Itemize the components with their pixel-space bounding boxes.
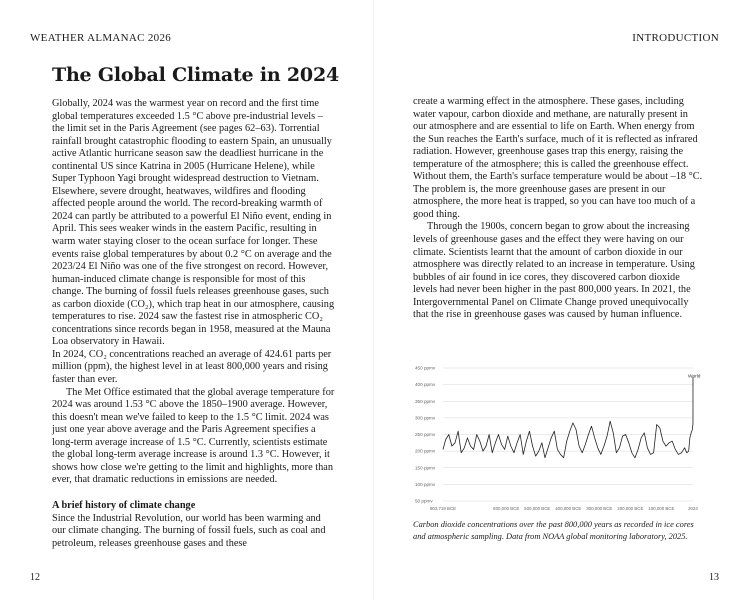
running-head-right: INTRODUCTION bbox=[632, 32, 719, 44]
section-subhead: A brief history of climate change bbox=[52, 499, 196, 511]
page-number-left: 12 bbox=[30, 572, 40, 583]
running-head-left: WEATHER ALMANAC 2026 bbox=[30, 32, 172, 44]
page-title: The Global Climate in 2024 bbox=[52, 64, 339, 86]
y-tick-label: 400 ppmv bbox=[415, 382, 436, 388]
x-tick-label: 200,000 BCE bbox=[617, 506, 644, 511]
left-column bbox=[52, 98, 336, 550]
x-tick-label: 400,000 BCE bbox=[555, 506, 582, 511]
y-tick-label: 50 ppmv bbox=[415, 498, 433, 504]
y-tick-label: 450 ppmv bbox=[415, 365, 436, 371]
figure-caption: Carbon dioxide concentrations over the past 800,000 years as recorded in ice cores and atmospheric sampling. Data from NOAA global monitoring laboratory, 2025. bbox=[413, 520, 694, 541]
x-tick-label: 100,000 BCE bbox=[648, 506, 675, 511]
body-paragraph-2: The Met Office estimated that the global average temperature for 2024 was around 1.53 °C above the 1850–1900 average. However, this doesn't mean we've failed to keep to the 1.5 °C limit. 2024 was just one year above average and the Paris Agreement specifies a long-term average increase of 1.5 °C. Currently, scientists estimate the global long-term average increase is around 1.3 °C. However, it shows how close we're getting to the limit and highlights, more than ever, that dramatic reductions in emissions are needed. bbox=[52, 386, 335, 486]
y-tick-label: 350 ppmv bbox=[415, 398, 436, 404]
page-number-right: 13 bbox=[709, 572, 719, 583]
x-tick-label: 600,000 BCE bbox=[493, 506, 520, 511]
right-column bbox=[413, 96, 703, 322]
x-tick-label: 803,719 BCE bbox=[429, 506, 457, 511]
body-paragraph-4: create a warming effect in the atmosphere. These gases, including water vapour, carbon dioxide and methane, are naturally present in our atmosphere and are essential to life on Earth. When energy from the Sun reaches the Earth's surface, much of it is reflected as infrared radiation. However, greenhouse gases trap this energy, raising the temperature of the atmosphere; this is called the greenhouse effect. Without them, the Earth's surface temperature would be about –18 °C. The problem is, the more greenhouse gases are present in our atmosphere, the more heat is trapped, so you can have too much of a good thing. bbox=[413, 96, 703, 220]
y-tick-label: 100 ppmv bbox=[415, 481, 436, 487]
body-paragraph-3: Since the Industrial Revolution, our world has been warming and our climate changing. The burning of fossil fuels, such as coal and petroleum, releases greenhouse gases and these bbox=[52, 512, 326, 549]
x-tick-label: 300,000 BCE bbox=[586, 506, 613, 511]
body-paragraph-5: Through the 1900s, concern began to grow about the increasing levels of greenhouse gases and the effect they were having on our climate. Scientists learnt that the amount of carbon dioxide in our atmosphere was directly related to an increase in temperature. Using bubbles of air found in ice cores, they discovered carbon dioxide levels had never been higher in the past 800,000 years. In 2021, the Intergovernmental Panel on Climate Change proved unequivocally that the rise in greenhouse gases was caused by human influence. bbox=[413, 221, 695, 321]
y-tick-label: 150 ppmv bbox=[415, 465, 436, 471]
right-page bbox=[374, 0, 747, 600]
x-tick-label: 2024 bbox=[688, 506, 698, 511]
x-tick-label: 500,000 BCE bbox=[524, 506, 551, 511]
y-tick-label: 200 ppmv bbox=[415, 448, 436, 454]
body-paragraph-1: Globally, 2024 was the warmest year on record and the first time global temperatures exceeded 1.5 °C above pre-industrial levels – the limit set in the Paris Agreement (see pages 62–63). Torrential rainfall brought catastrophic flooding to eastern Spain, an unusually active Atlantic hurricane season saw the deadliest hurricane in the continental US since Katrina in 2005 (Hurricane Helene), while Super Typhoon Yagi brought widespread destruction to Vietnam. Elsewhere, severe drought, heatwaves, wildfires and flooding affected people around the world. The record-breaking warmth of 2024 can partly be attributed to a powerful El Niño event, ending in April. This sees weaker winds in the eastern Pacific, resulting in warm water staying closer to the ocean surface for longer. These events raise global temperatures by about 0.2 °C on average and the 2023/24 El Niño was one of the five strongest on record. However, human-induced climate change is responsible for most of this change. The burning of fossil fuels releases greenhouse gases, such as carbon dioxide (CO₂), which trap heat in our atmosphere, causing temperatures to rise. 2024 saw the fastest rise in atmospheric CO₂ concentrations since records began in 1958, measured at the Mauna Loa observatory in Hawaii. bbox=[52, 98, 335, 348]
co2-series-line bbox=[443, 377, 693, 458]
body-paragraph-1b: In 2024, CO₂ concentrations reached an average of 424.61 parts per million (ppm), the highest level in at least 800,000 years and rising faster than ever. bbox=[52, 348, 332, 386]
left-page bbox=[0, 0, 373, 600]
co2-chart bbox=[413, 360, 705, 522]
y-tick-label: 300 ppmv bbox=[415, 415, 436, 421]
series-annotation: World bbox=[688, 374, 701, 380]
y-tick-label: 250 ppmv bbox=[415, 432, 436, 437]
